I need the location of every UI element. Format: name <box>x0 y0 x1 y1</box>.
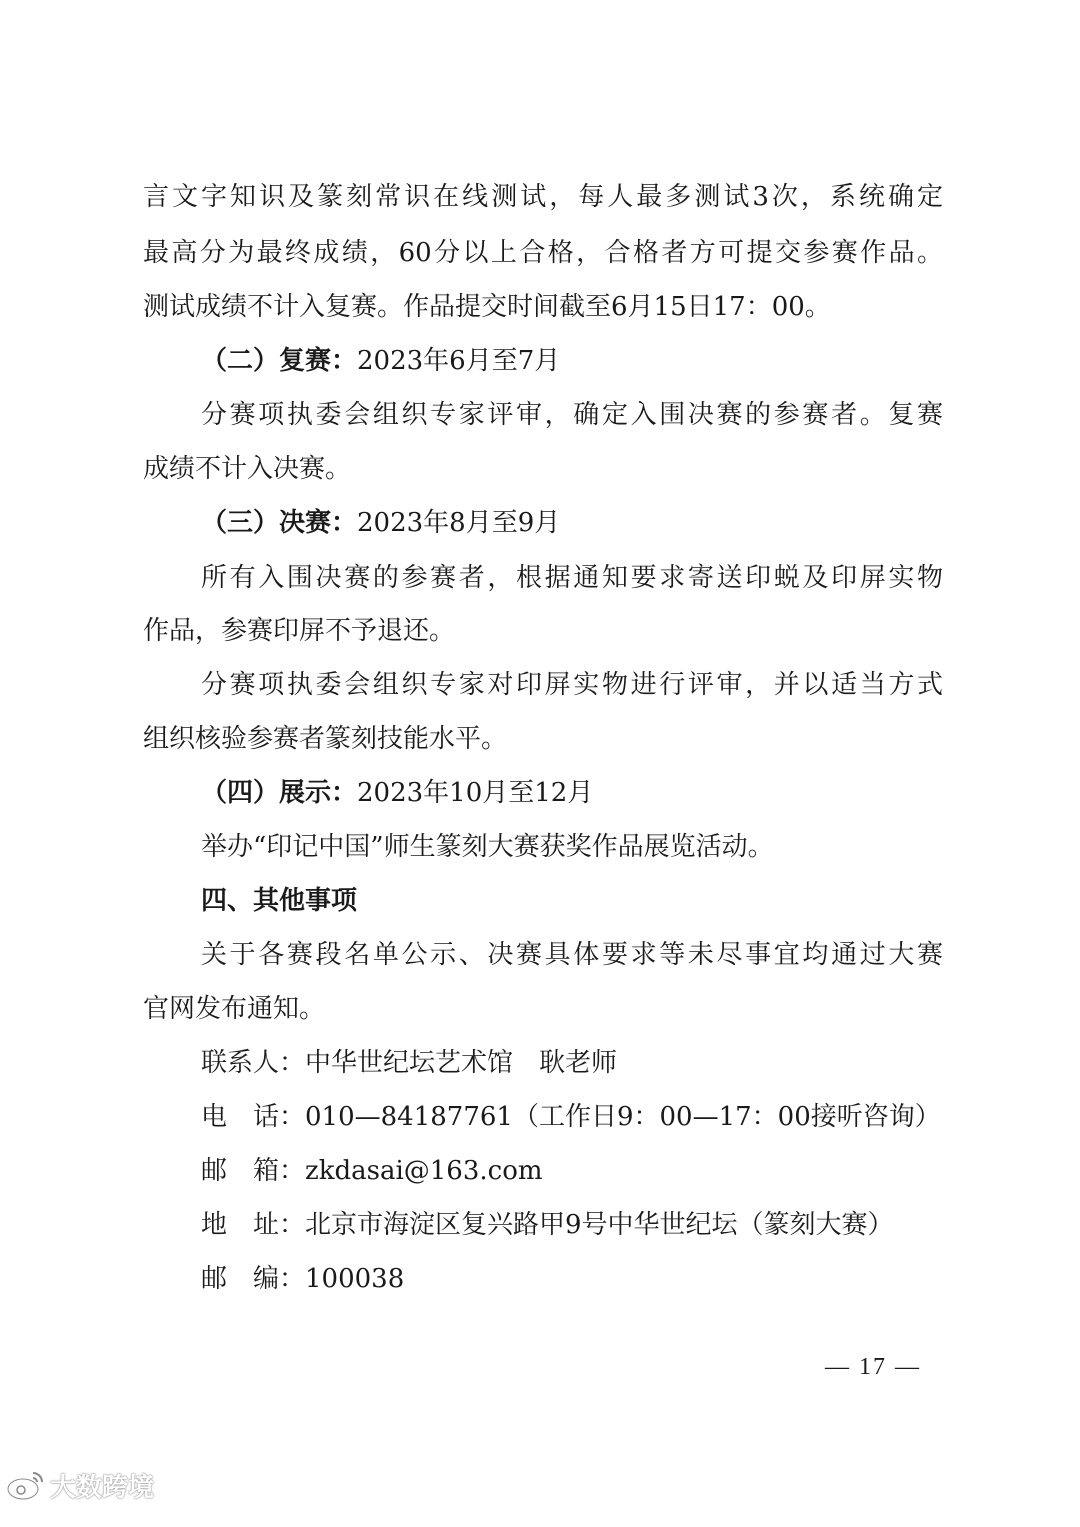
stage-4-label: （四）展示： <box>201 778 358 808</box>
paragraph-line: 测试成绩不计入复赛。作品提交时间截至6月15日17：00。 <box>143 292 831 322</box>
paragraph-line: 成绩不计入决赛。 <box>143 454 352 484</box>
contact-phone: 电 话：010—84187761（工作日9：00—17：00接听咨询） <box>201 1102 941 1132</box>
paragraph-line: 分赛项执委会组织专家评审，确定入围决赛的参赛者。复赛 <box>201 400 943 430</box>
weibo-icon <box>6 1469 46 1501</box>
stage-3-label: （三）决赛： <box>201 508 358 538</box>
stage-4-period: 2023年10月至12月 <box>357 778 594 808</box>
paragraph-line: 组织核验参赛者篆刻技能水平。 <box>143 724 508 754</box>
stage-4-title <box>201 776 943 810</box>
stage-2-label: （二）复赛： <box>201 346 358 376</box>
stage-3-title <box>201 506 943 540</box>
contact-person: 联系人：中华世纪坛艺术馆 耿老师 <box>201 1048 618 1078</box>
paragraph-line: 举办“印记中国”师生篆刻大赛获奖作品展览活动。 <box>201 832 774 862</box>
paragraph-line: 关于各赛段名单公示、决赛具体要求等未尽事宜均通过大赛 <box>201 940 943 970</box>
stage-2-title <box>201 344 943 378</box>
paragraph-line: 作品，参赛印屏不予退还。 <box>143 616 456 646</box>
section-4-heading: 四、其他事项 <box>201 886 358 916</box>
watermark-text: 大数跨境 <box>50 1472 155 1503</box>
contact-email: 邮 箱：zkdasai@163.com <box>201 1156 543 1186</box>
paragraph-line: 分赛项执委会组织专家对印屏实物进行评审，并以适当方式 <box>201 670 943 700</box>
contact-postcode: 邮 编：100038 <box>201 1264 405 1294</box>
paragraph-line: 官网发布通知。 <box>143 994 326 1024</box>
paragraph-line: 最高分为最终成绩，60分以上合格，合格者方可提交参赛作品。 <box>143 238 943 268</box>
contact-address: 地 址：北京市海淀区复兴路甲9号中华世纪坛（篆刻大赛） <box>201 1210 894 1240</box>
stage-2-period: 2023年6月至7月 <box>357 346 561 376</box>
paragraph-line: 言文字知识及篆刻常识在线测试，每人最多测试3次，系统确定 <box>143 182 943 212</box>
page-number: — 17 — <box>825 1354 921 1380</box>
paragraph-line: 所有入围决赛的参赛者，根据通知要求寄送印蜕及印屏实物 <box>201 563 943 593</box>
watermark <box>6 1466 154 1504</box>
stage-3-period: 2023年8月至9月 <box>357 508 561 538</box>
